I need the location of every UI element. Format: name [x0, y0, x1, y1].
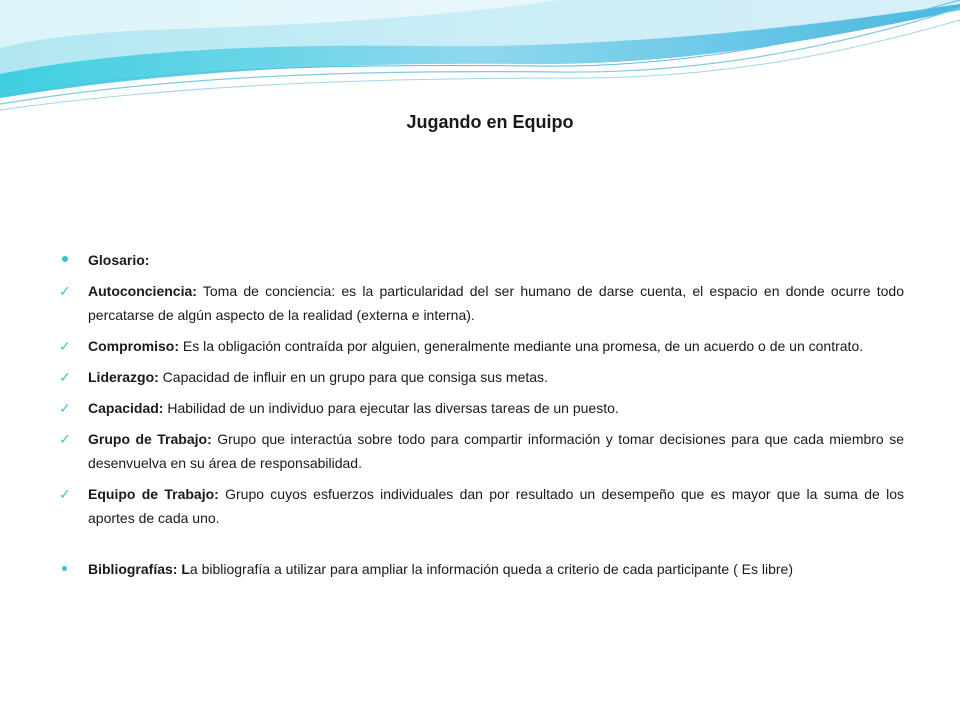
term-label: Capacidad:: [88, 400, 164, 416]
list-item: [58, 482, 904, 530]
glosario-heading: [58, 248, 904, 272]
term-definition: Toma de conciencia: es la particularidad del ser humano de darse cuenta, el espacio en donde ocurre todo percatarse de algún aspecto de la realidad (externa e interna).: [88, 283, 904, 323]
term-definition: Habilidad de un individuo para ejecutar las diversas tareas de un puesto.: [163, 400, 619, 416]
glossary-content: [58, 248, 904, 588]
bibliografias-text: a bibliografía a utilizar para ampliar la información queda a criterio de cada participante ( Es libre): [189, 561, 793, 577]
term-definition: Grupo cuyos esfuerzos individuales dan por resultado un desempeño que es mayor que la suma de los aportes de cada uno.: [88, 486, 904, 526]
checkmark-icon: ✓: [59, 400, 71, 416]
checkmark-icon: ✓: [59, 369, 71, 385]
term-label: Grupo de Trabajo:: [88, 431, 212, 447]
list-item: [58, 427, 904, 475]
list-item: [58, 365, 904, 389]
term-label: Liderazgo:: [88, 369, 159, 385]
bullet-dot-icon: [62, 566, 67, 571]
term-label: Autoconciencia:: [88, 283, 197, 299]
term-definition: Es la obligación contraída por alguien, generalmente mediante una promesa, de un acuerdo o de un contrato.: [179, 338, 864, 354]
bibliografias-item: [58, 557, 904, 581]
term-definition: Grupo que interactúa sobre todo para compartir información y tomar decisiones para que cada miembro se desenvuelva en su área de responsabilidad.: [88, 431, 904, 471]
checkmark-icon: ✓: [59, 486, 71, 502]
term-label: Compromiso:: [88, 338, 179, 354]
term-label: Equipo de Trabajo:: [88, 486, 219, 502]
glosario-label: Glosario:: [88, 252, 150, 268]
list-item: [58, 334, 904, 358]
list-item: [58, 396, 904, 420]
checkmark-icon: ✓: [59, 283, 71, 299]
bibliografias-label: Bibliografías: L: [88, 561, 190, 577]
header-wave-decoration: [0, 0, 960, 120]
list-item: [58, 279, 904, 327]
checkmark-icon: ✓: [59, 431, 71, 447]
term-definition: Capacidad de influir en un grupo para que consiga sus metas.: [158, 369, 548, 385]
bullet-dot-icon: [62, 256, 68, 262]
checkmark-icon: ✓: [59, 338, 71, 354]
slide-title: Jugando en Equipo: [406, 112, 574, 132]
spacer: [58, 537, 904, 557]
